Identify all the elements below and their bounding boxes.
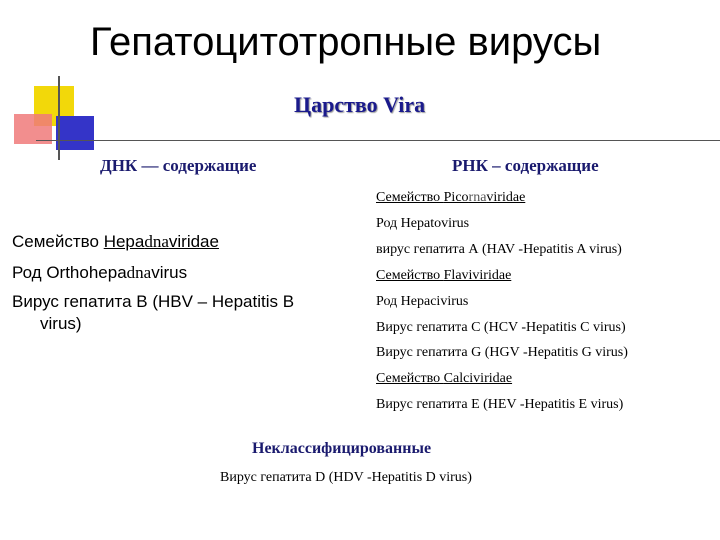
hepatovirus-line bbox=[376, 216, 469, 232]
picorna-prefix: Семейство bbox=[376, 190, 444, 205]
picorna-part-a: Pico bbox=[443, 190, 469, 205]
dna-column-header: ДНК — содержащие bbox=[100, 156, 257, 175]
hepatovirus-prefix: Род bbox=[376, 216, 401, 231]
calci-family-line bbox=[376, 371, 512, 387]
dna-family-part-a: Hepa bbox=[103, 232, 145, 251]
unclassified-heading: Неклассифицированные bbox=[252, 440, 432, 457]
hepacivirus-prefix: Род bbox=[376, 294, 401, 309]
hepatovirus-name: Hepatovirus bbox=[400, 216, 470, 231]
dna-family-part-b: dna bbox=[144, 232, 169, 251]
flavi-prefix: Семейство bbox=[376, 268, 444, 283]
dna-family-line bbox=[12, 232, 219, 252]
hev-line: Вирус гепатита Е (HEV -Hepatitis E virus) bbox=[376, 397, 624, 412]
calci-prefix: Семейство bbox=[376, 371, 444, 386]
dna-genus-part-c: virus bbox=[151, 263, 188, 282]
hcv-line: Вирус гепатита С (HCV -Hepatitis C virus) bbox=[376, 320, 626, 335]
picorna-part-b: rna bbox=[468, 190, 487, 205]
flavi-family-line bbox=[376, 268, 511, 284]
hav-line: вирус гепатита А (HAV -Hepatitis A virus) bbox=[376, 242, 622, 257]
hgv-line: Вирус гепатита G (HGV -Hepatitis G virus) bbox=[376, 345, 628, 360]
deco-vertical-line bbox=[58, 76, 60, 160]
dna-genus-prefix: Род bbox=[12, 263, 47, 282]
hbv-line-1: Вирус гепатита В (HBV – Hepatitis B bbox=[12, 292, 295, 311]
kingdom-heading: Царство Vira bbox=[294, 92, 426, 117]
hbv-line-2: virus) bbox=[40, 314, 82, 333]
dna-genus-part-a: Orthohepa bbox=[46, 263, 127, 282]
hdv-line: Вирус гепатита D (HDV -Hepatitis D virus) bbox=[220, 470, 472, 485]
flavi-name: Flaviviridae bbox=[443, 268, 512, 283]
dna-family-part-c: viridae bbox=[168, 232, 219, 251]
picorna-part-c: viridae bbox=[486, 190, 526, 205]
picorna-family-line bbox=[376, 190, 525, 206]
dna-genus-part-b: dna bbox=[126, 263, 152, 282]
calci-name: Calciviridae bbox=[443, 371, 513, 386]
dna-family-prefix: Семейство bbox=[12, 232, 104, 251]
deco-square-blue bbox=[56, 116, 94, 150]
hepacivirus-line bbox=[376, 294, 468, 310]
page-title: Гепатоцитотропные вирусы bbox=[90, 20, 602, 64]
rna-column-header: РНК – содержащие bbox=[452, 156, 599, 175]
deco-horizontal-line bbox=[36, 140, 720, 141]
hepacivirus-name: Hepacivirus bbox=[400, 294, 469, 309]
dna-genus-line bbox=[12, 263, 187, 283]
